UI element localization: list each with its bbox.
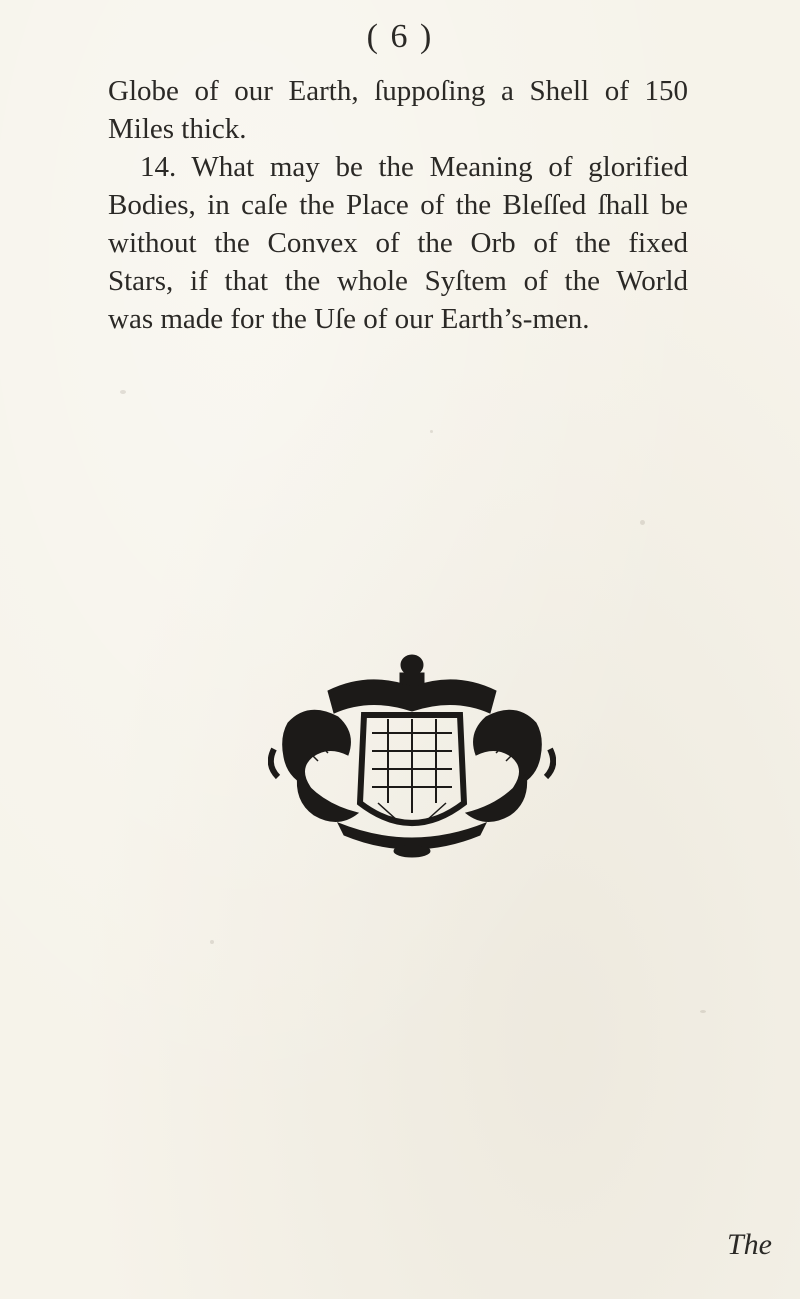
text-line-4: Bodies, in caſe the Place of the Bleſſed ſhall be [108, 189, 688, 221]
text-line-1: Globe of our Earth, ſuppoſing a Shell of 150 [108, 75, 688, 107]
text-line-2: Miles thick. [108, 113, 247, 145]
paper-speck [640, 520, 645, 525]
paper-speck [700, 1010, 706, 1013]
woodcut-ornament-icon [268, 653, 556, 859]
paper-speck [430, 430, 433, 433]
text-line-6: Stars, if that the whole Syſtem of the World [108, 265, 688, 297]
text-line-5: without the Convex of the Orb of the fixed [108, 227, 688, 259]
body-text [108, 72, 688, 338]
paper-speck [120, 390, 126, 394]
catchword: The [727, 1228, 772, 1261]
page-number: ( 6 ) [366, 18, 434, 55]
text-line-7: was made for the Uſe of our Earth’s-men. [108, 303, 590, 335]
text-line-3: 14. What may be the Meaning of glorified [140, 151, 688, 183]
paper-speck [210, 940, 214, 944]
